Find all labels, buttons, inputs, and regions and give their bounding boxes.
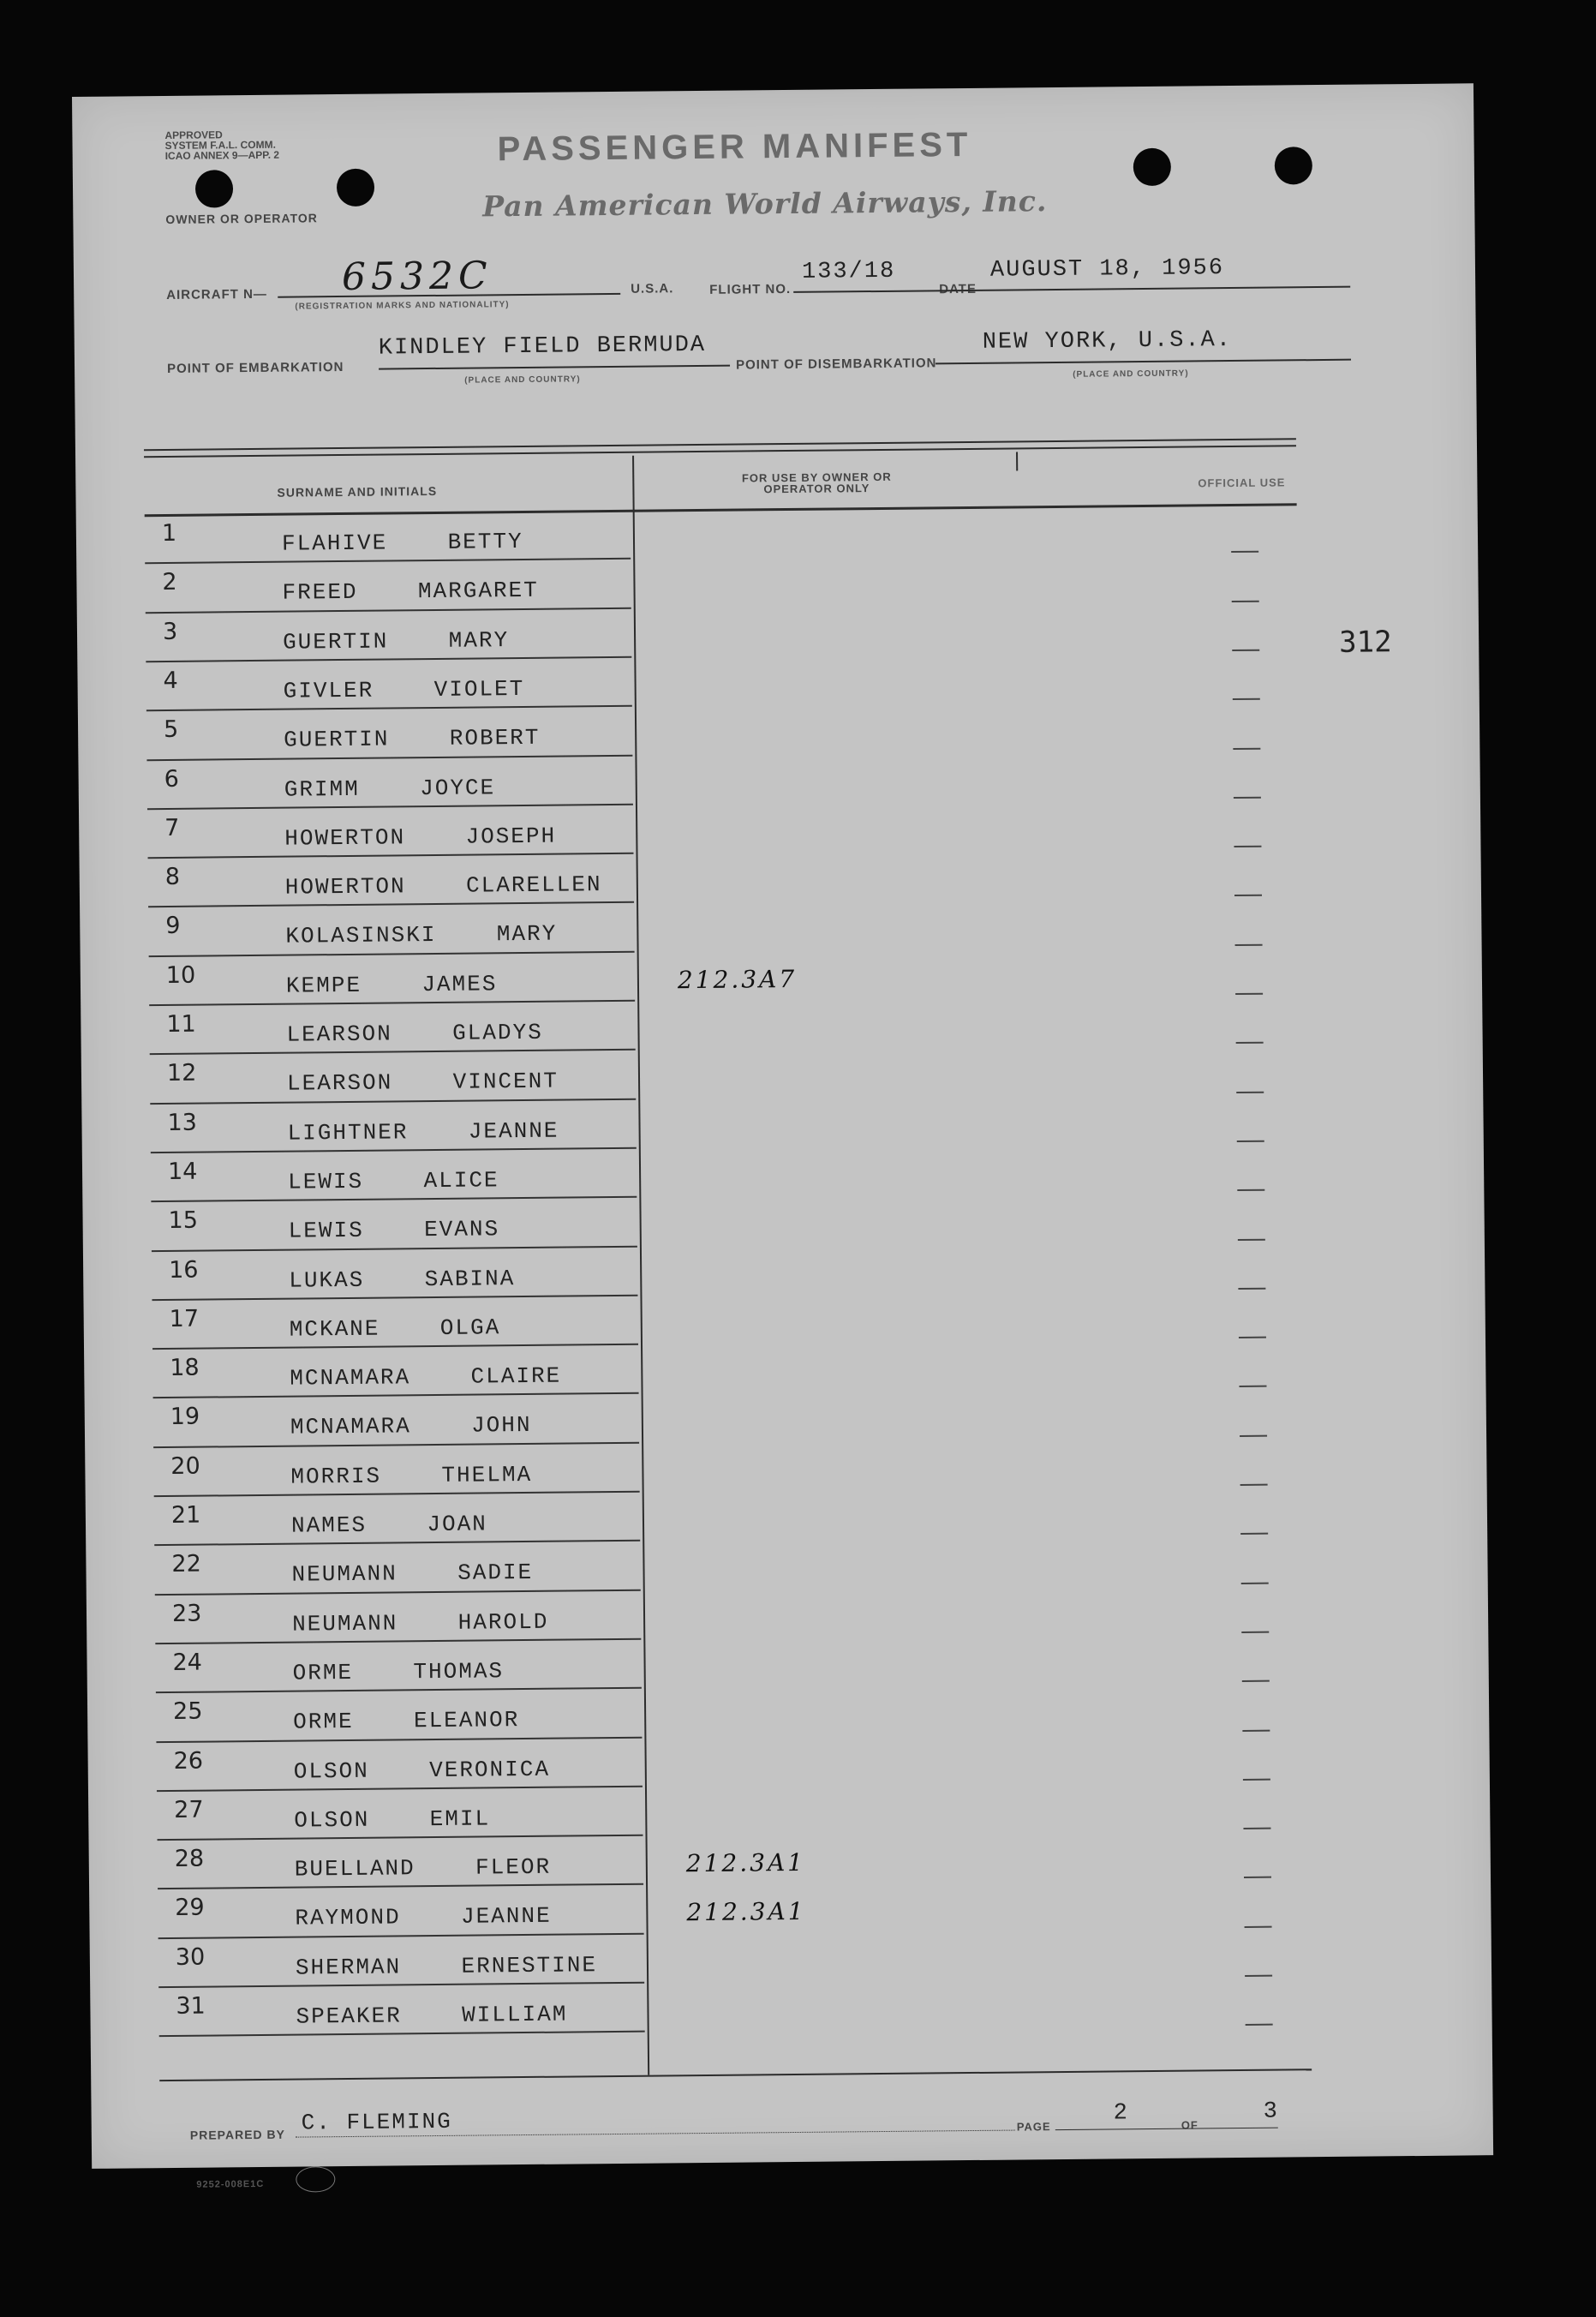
row-number: 18 bbox=[170, 1354, 200, 1382]
official-use-mark bbox=[1244, 1877, 1271, 1878]
row-number: 20 bbox=[170, 1452, 200, 1480]
passenger-name: NEUMANN HAROLD bbox=[291, 1608, 549, 1637]
table-bottom-rule bbox=[159, 2069, 1312, 2081]
row-rule bbox=[149, 950, 635, 956]
row-number: 15 bbox=[168, 1206, 199, 1235]
column-tick bbox=[1016, 452, 1018, 470]
official-use-mark bbox=[1232, 600, 1259, 602]
approval-line: ICAO ANNEX 9—APP. 2 bbox=[164, 148, 280, 162]
row-number: 5 bbox=[163, 716, 179, 744]
row-number: 12 bbox=[166, 1059, 197, 1087]
date-label: DATE bbox=[939, 281, 977, 297]
operator-code: 212.3A1 bbox=[686, 1897, 806, 1927]
row-number: 19 bbox=[170, 1404, 200, 1431]
usa-label: U.S.A. bbox=[631, 281, 674, 296]
passenger-name: ORME ELEANOR bbox=[293, 1707, 520, 1735]
aircraft-value: 6532C bbox=[341, 254, 493, 299]
row-number: 17 bbox=[169, 1305, 200, 1332]
official-use-mark bbox=[1245, 1975, 1272, 1977]
page-value: 2 bbox=[1113, 2100, 1129, 2127]
row-rule bbox=[156, 1687, 642, 1693]
row-number: 2 bbox=[162, 569, 177, 596]
passenger-name: OLSON VERONICA bbox=[293, 1756, 551, 1785]
passenger-name: OLSON EMIL bbox=[294, 1805, 491, 1834]
row-rule bbox=[148, 901, 634, 907]
official-use-mark bbox=[1237, 1141, 1264, 1142]
passenger-name: NAMES JOAN bbox=[290, 1511, 487, 1539]
row-rule bbox=[150, 1098, 636, 1104]
passenger-name: GIVLER VIOLET bbox=[283, 675, 525, 704]
row-rule bbox=[156, 1736, 642, 1742]
row-number: 25 bbox=[172, 1697, 203, 1726]
row-rule bbox=[152, 1245, 637, 1251]
row-rule bbox=[149, 1000, 635, 1006]
manifest-sheet bbox=[72, 83, 1493, 2190]
row-rule bbox=[157, 1785, 643, 1791]
disembark-underline bbox=[935, 359, 1351, 365]
official-use-mark bbox=[1238, 1287, 1265, 1289]
page-underline bbox=[1055, 2128, 1278, 2130]
passenger-name: LEWIS ALICE bbox=[288, 1167, 499, 1195]
row-number: 13 bbox=[167, 1109, 198, 1136]
row-number: 28 bbox=[174, 1845, 205, 1873]
official-use-mark bbox=[1236, 1042, 1264, 1044]
total-value: 3 bbox=[1263, 2098, 1279, 2125]
row-rule bbox=[147, 804, 633, 810]
flight-date-underline bbox=[793, 286, 1350, 293]
passenger-name: SHERMAN ERNESTINE bbox=[295, 1951, 598, 1981]
row-rule bbox=[146, 607, 631, 613]
approval-line: APPROVED bbox=[164, 129, 223, 141]
flight-label: FLIGHT NO. bbox=[709, 281, 792, 297]
row-rule bbox=[155, 1589, 641, 1595]
row-rule bbox=[158, 1883, 643, 1889]
passenger-name: LEWIS EVANS bbox=[288, 1216, 500, 1244]
official-use-mark bbox=[1240, 1484, 1268, 1486]
header-bottom-rule bbox=[145, 503, 1297, 517]
row-rule bbox=[155, 1638, 641, 1644]
official-use-mark bbox=[1241, 1582, 1269, 1584]
passenger-name: LEARSON GLADYS bbox=[286, 1019, 543, 1048]
passenger-name: SPEAKER WILLIAM bbox=[296, 2001, 568, 2030]
row-rule bbox=[152, 1295, 637, 1301]
official-use-mark bbox=[1233, 698, 1260, 700]
flight-value: 133/18 bbox=[801, 258, 896, 285]
row-number: 8 bbox=[164, 863, 181, 891]
column-header-official-use: OFFICIAL USE bbox=[1198, 476, 1286, 490]
official-use-mark bbox=[1242, 1729, 1270, 1731]
row-rule bbox=[152, 1344, 638, 1350]
row-number: 22 bbox=[171, 1550, 201, 1578]
row-number: 9 bbox=[165, 913, 181, 940]
row-rule bbox=[146, 656, 631, 662]
official-use-mark bbox=[1240, 1386, 1267, 1387]
official-use-mark bbox=[1243, 1778, 1270, 1780]
company-name: Pan American World Airways, Inc. bbox=[482, 184, 1048, 224]
official-use-mark bbox=[1240, 1533, 1268, 1535]
punch-hole-right-2 bbox=[1275, 147, 1312, 184]
passenger-name: BUELLAND FLEOR bbox=[294, 1853, 552, 1883]
disembark-label: POINT OF DISEMBARKATION bbox=[735, 356, 937, 373]
form-number: 9252-008E1C bbox=[196, 2178, 265, 2190]
row-number: 1 bbox=[161, 519, 177, 548]
prepared-by-value: C. FLEMING bbox=[301, 2108, 452, 2136]
row-rule bbox=[158, 1932, 644, 1938]
owner-label: OWNER OR OPERATOR bbox=[165, 211, 318, 226]
official-use-mark bbox=[1235, 943, 1263, 945]
row-number: 30 bbox=[175, 1943, 206, 1971]
column-header-surname: SURNAME AND INITIALS bbox=[277, 483, 438, 500]
official-use-mark bbox=[1240, 1434, 1267, 1436]
row-number: 7 bbox=[164, 814, 180, 841]
row-rule bbox=[151, 1147, 637, 1153]
approval-stamp bbox=[164, 129, 279, 161]
passenger-name: MCNAMARA JOHN bbox=[290, 1412, 532, 1441]
row-number: 6 bbox=[164, 765, 179, 793]
punch-hole-right-1 bbox=[1133, 148, 1171, 186]
passenger-name: MCNAMARA CLAIRE bbox=[290, 1362, 562, 1392]
official-use-mark bbox=[1238, 1238, 1265, 1240]
official-use-mark bbox=[1232, 650, 1259, 651]
operator-code: 212.3A1 bbox=[685, 1847, 806, 1878]
of-label: OF bbox=[1181, 2118, 1198, 2132]
official-use-mark bbox=[1233, 747, 1260, 749]
table-top-rule bbox=[144, 438, 1296, 451]
embark-underline bbox=[379, 365, 730, 370]
official-use-mark bbox=[1231, 551, 1258, 553]
official-use-mark bbox=[1242, 1680, 1270, 1682]
official-use-mark bbox=[1245, 1925, 1272, 1927]
disembark-value: NEW YORK, U.S.A. bbox=[982, 327, 1233, 356]
passenger-name: HOWERTON CLARELLEN bbox=[284, 871, 602, 901]
row-rule bbox=[153, 1441, 639, 1447]
page-label: PAGE bbox=[1016, 2120, 1051, 2134]
printer-seal bbox=[296, 2166, 335, 2192]
passenger-name: GUERTIN ROBERT bbox=[284, 724, 541, 753]
date-value: AUGUST 18, 1956 bbox=[989, 255, 1225, 284]
passenger-name: HOWERTON JOSEPH bbox=[284, 823, 557, 852]
passenger-name: NEUMANN SADIE bbox=[291, 1560, 534, 1588]
row-rule bbox=[159, 2031, 645, 2037]
disembark-caption: (PLACE AND COUNTRY) bbox=[1073, 368, 1189, 380]
passenger-name: LUKAS SABINA bbox=[289, 1265, 516, 1294]
row-number: 4 bbox=[163, 667, 178, 694]
passenger-name: LIGHTNER JEANNE bbox=[287, 1117, 559, 1147]
row-number: 16 bbox=[168, 1256, 199, 1284]
punch-hole-left-2 bbox=[337, 169, 374, 207]
operator-code: 212.3A7 bbox=[677, 964, 798, 994]
official-use-mark bbox=[1243, 1828, 1270, 1829]
row-number: 3 bbox=[162, 618, 178, 645]
passenger-name: ORME THOMAS bbox=[292, 1658, 505, 1686]
row-rule bbox=[154, 1540, 640, 1546]
embark-caption: (PLACE AND COUNTRY) bbox=[464, 374, 581, 386]
registration-caption: (REGISTRATION MARKS AND NATIONALITY) bbox=[295, 300, 510, 312]
passenger-name: MORRIS THELMA bbox=[290, 1461, 533, 1490]
passenger-name: LEARSON VINCENT bbox=[286, 1068, 559, 1097]
column-header-owner-use: FOR USE BY OWNER OR OPERATOR ONLY bbox=[741, 470, 892, 496]
aircraft-label: AIRCRAFT N— bbox=[166, 286, 267, 302]
approval-line: SYSTEM F.A.L. COMM. bbox=[164, 138, 276, 152]
official-use-mark bbox=[1237, 1189, 1264, 1191]
embark-value: KINDLEY FIELD BERMUDA bbox=[378, 332, 707, 362]
embark-label: POINT OF EMBARKATION bbox=[166, 359, 344, 376]
official-use-mark bbox=[1234, 895, 1262, 896]
row-number: 29 bbox=[175, 1895, 205, 1922]
row-rule bbox=[150, 1049, 636, 1055]
passenger-name: KOLASINSKI MARY bbox=[285, 921, 558, 950]
row-number: 26 bbox=[173, 1747, 204, 1775]
row-number: 14 bbox=[167, 1158, 198, 1185]
row-number: 11 bbox=[166, 1010, 196, 1038]
row-rule bbox=[148, 853, 634, 859]
margin-note: 312 bbox=[1338, 625, 1392, 660]
official-use-mark bbox=[1234, 846, 1261, 847]
column-divider bbox=[632, 456, 649, 2075]
row-rule bbox=[151, 1196, 637, 1202]
row-rule bbox=[154, 1491, 640, 1497]
passenger-name: GUERTIN MARY bbox=[282, 626, 510, 656]
row-rule bbox=[146, 754, 632, 760]
row-rule bbox=[153, 1392, 639, 1398]
punch-hole-left-1 bbox=[195, 170, 233, 207]
passenger-name: FREED MARGARET bbox=[282, 578, 539, 606]
page-title: PASSENGER MANIFEST bbox=[497, 125, 972, 169]
row-rule bbox=[158, 1835, 643, 1841]
passenger-name: KEMPE JAMES bbox=[285, 970, 498, 999]
official-use-mark bbox=[1234, 797, 1261, 799]
row-number: 31 bbox=[176, 1992, 206, 2020]
official-use-mark bbox=[1235, 993, 1263, 995]
row-rule bbox=[146, 705, 632, 711]
row-rule bbox=[158, 1982, 644, 1988]
row-number: 23 bbox=[171, 1600, 202, 1627]
passenger-name: MCKANE OLGA bbox=[289, 1314, 501, 1343]
row-number: 24 bbox=[172, 1649, 203, 1676]
official-use-mark bbox=[1236, 1091, 1264, 1093]
passenger-name: RAYMOND JEANNE bbox=[295, 1903, 552, 1931]
row-number: 27 bbox=[174, 1796, 204, 1823]
passenger-name: GRIMM JOYCE bbox=[284, 774, 496, 803]
passenger-name: FLAHIVE BETTY bbox=[281, 528, 523, 557]
prepared-label: PREPARED BY bbox=[189, 2127, 286, 2142]
official-use-mark bbox=[1239, 1337, 1266, 1338]
official-use-mark bbox=[1246, 2024, 1273, 2026]
official-use-mark bbox=[1241, 1631, 1269, 1633]
row-rule bbox=[145, 558, 631, 564]
row-number: 21 bbox=[170, 1501, 201, 1529]
row-number: 10 bbox=[165, 961, 196, 989]
